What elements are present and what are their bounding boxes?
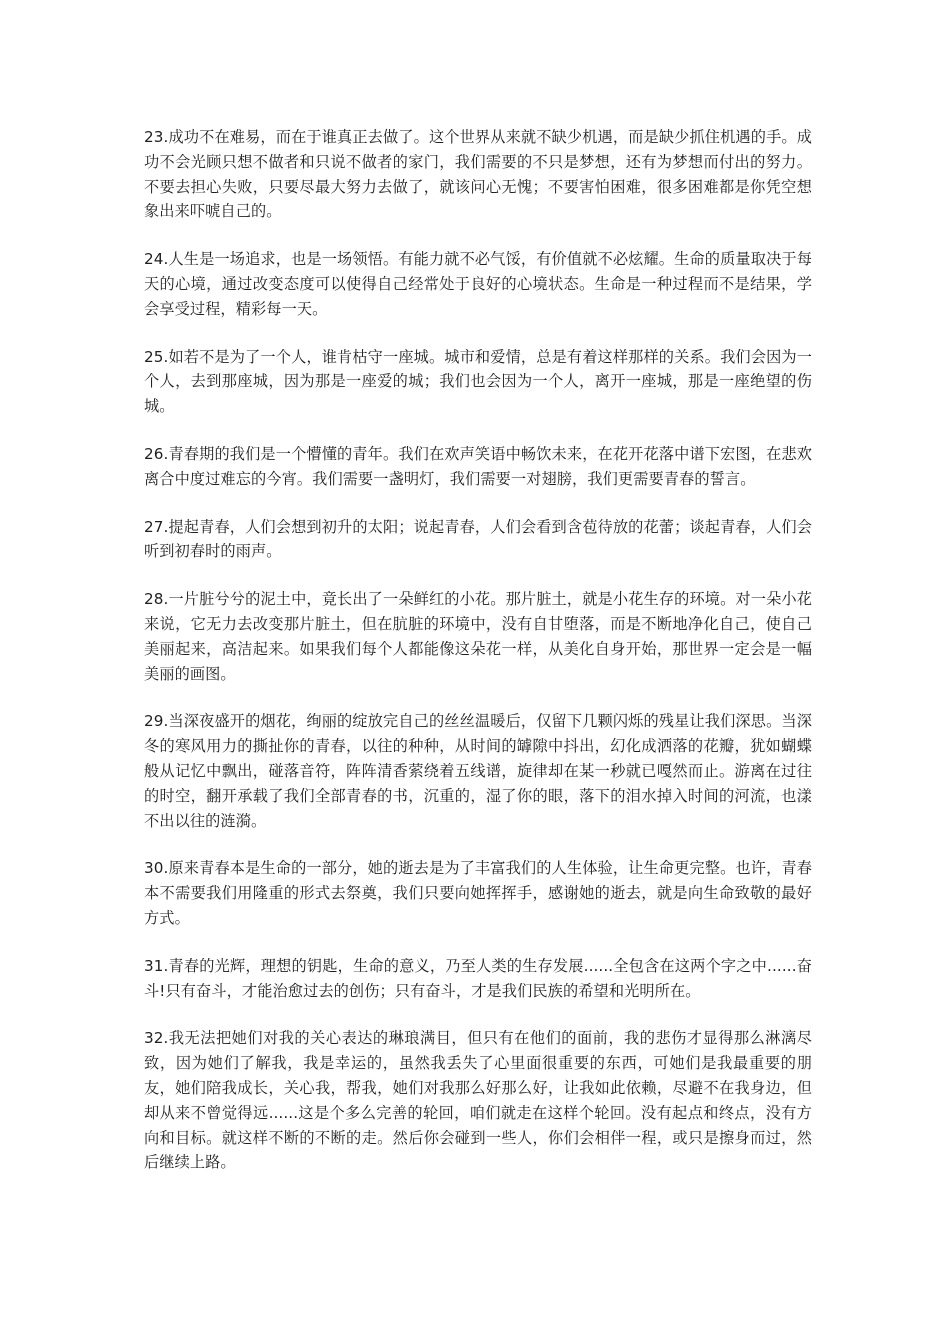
paragraph-30: 30.原来青春本是生命的一部分，她的逝去是为了丰富我们的人生体验，让生命更完整。也许，青春本不需要我们用隆重的形式去祭奠，我们只要向她挥挥手，感谢她的逝去，就是向生命致敬的最好方式。 [144, 859, 812, 927]
document-page [144, 125, 812, 1198]
paragraph-29: 29.当深夜盛开的烟花，绚丽的绽放完自己的丝丝温暖后，仅留下几颗闪烁的残星让我们深思。当深冬的寒风用力的撕扯你的青春，以往的种种，从时间的罅隙中抖出，幻化成洒落的花瓣，犹如蝴蝶般从记忆中飘出，碰落音符，阵阵清香萦绕着五线谱，旋律却在某一秒就已嘎然而止。游离在过往的时空，翻开承载了我们全部青春的书，沉重的，湿了你的眼，落下的泪水掉入时间的河流，也漾不出以往的涟漪。 [144, 712, 812, 830]
paragraph-27: 27.提起青春，人们会想到初升的太阳；说起青春，人们会看到含苞待放的花蕾；谈起青春，人们会听到初春时的雨声。 [144, 517, 812, 561]
paragraph-24: 24.人生是一场追求，也是一场领悟。有能力就不必气馁，有价值就不必炫耀。生命的质量取决于每天的心境，通过改变态度可以使得自己经常处于良好的心境状态。生命是一种过程而不是结果，学会享受过程，精彩每一天。 [144, 250, 812, 318]
paragraph-26: 26.青春期的我们是一个懵懂的青年。我们在欢声笑语中畅饮未来，在花开花落中谱下宏图，在悲欢离合中度过难忘的今宵。我们需要一盏明灯，我们需要一对翅膀，我们更需要青春的誓言。 [144, 444, 812, 488]
paragraph-23: 23.成功不在难易，而在于谁真正去做了。这个世界从来就不缺少机遇，而是缺少抓住机遇的手。成功不会光顾只想不做者和只说不做者的家门，我们需要的不只是梦想，还有为梦想而付出的努力。不要去担心失败，只要尽最大努力去做了，就该问心无愧；不要害怕困难，很多困难都是你凭空想象出来吓唬自己的。 [144, 128, 812, 221]
paragraph-32: 32.我无法把她们对我的关心表达的琳琅满目，但只有在他们的面前，我的悲伤才显得那么淋漓尽致，因为她们了解我，我是幸运的，虽然我丢失了心里面很重要的东西，可她们是我最重要的朋友，她们陪我成长，关心我，帮我，她们对我那么好那么好，让我如此依赖，尽避不在我身边，但却从来不曾觉得远......这是个多么完善的轮回，咱们就走在这样个轮回。没有起点和终点，没有方向和目标。就这样不断的不断的走。然后你会碰到一些人，你们会相伴一程，或只是擦身而过，然后继续上路。 [144, 1029, 812, 1172]
paragraph-25: 25.如若不是为了一个人，谁肯枯守一座城。城市和爱情，总是有着这样那样的关系。我们会因为一个人，去到那座城，因为那是一座爱的城；我们也会因为一个人，离开一座城，那是一座绝望的伤城。 [144, 347, 812, 416]
paragraph-31: 31.青春的光辉，理想的钥匙，生命的意义，乃至人类的生存发展......全包含在这两个字之中......奋斗!只有奋斗，才能治愈过去的创伤；只有奋斗，才是我们民族的希望和光明所在。 [144, 956, 812, 1000]
paragraph-28: 28.一片脏兮兮的泥土中，竟长出了一朵鲜红的小花。那片脏土，就是小花生存的环境。对一朵小花来说，它无力去改变那片脏土，但在肮脏的环境中，没有自甘堕落，而是不断地净化自己，使自己美丽起来，高洁起来。如果我们每个人都能像这朵花一样，从美化自身开始，那世界一定会是一幅美丽的画图。 [144, 590, 812, 683]
